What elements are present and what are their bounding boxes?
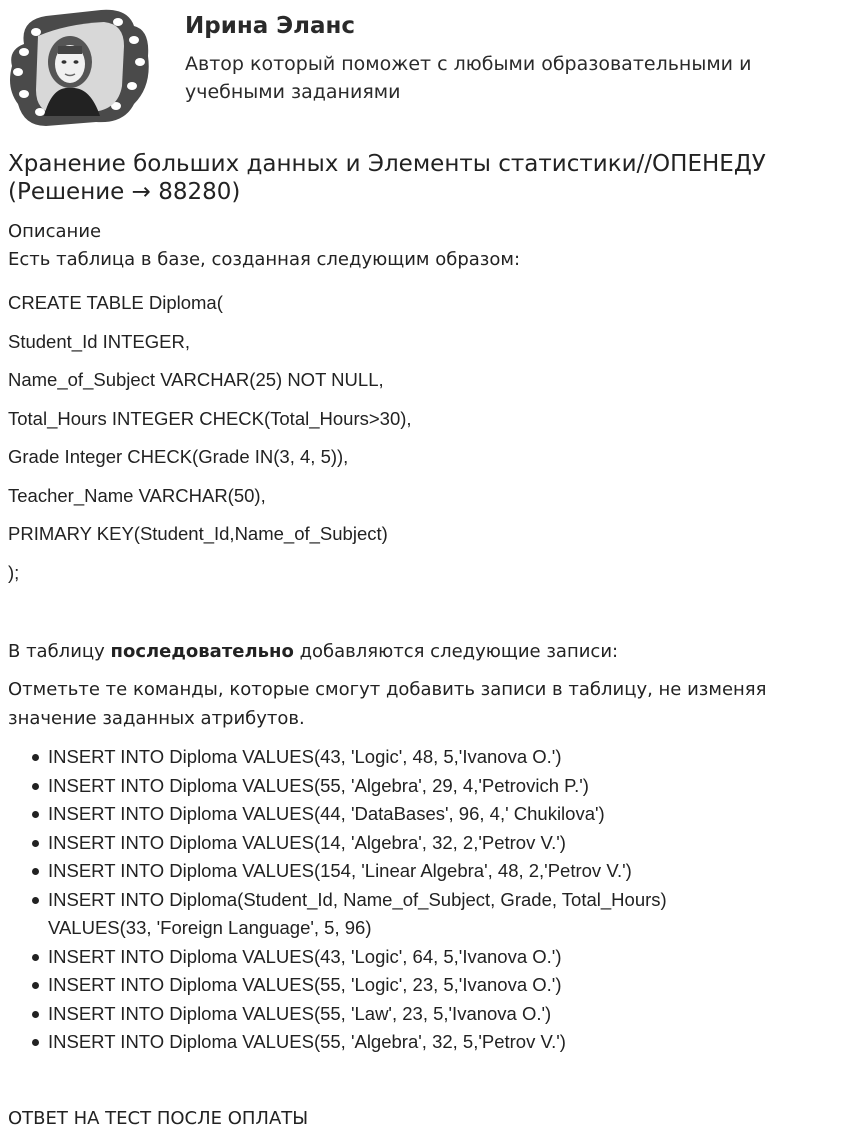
list-item: INSERT INTO Diploma VALUES(55, 'Logic', 23, 5,'Ivanova O.') bbox=[8, 971, 840, 1000]
intro-text: Есть таблица в базе, созданная следующим образом: bbox=[8, 249, 521, 270]
author-name[interactable]: Ирина Эланс bbox=[185, 13, 356, 39]
list-item: INSERT INTO Diploma(Student_Id, Name_of_Subject, Grade, Total_Hours) VALUES(33, 'Foreign Language', 5, 96) bbox=[8, 886, 840, 943]
list-item: INSERT INTO Diploma VALUES(44, 'DataBases', 96, 4,' Chukilova') bbox=[8, 800, 840, 829]
author-header bbox=[0, 0, 847, 140]
list-item: INSERT INTO Diploma VALUES(55, 'Algebra', 32, 5,'Petrov V.') bbox=[8, 1028, 840, 1057]
list-item: INSERT INTO Diploma VALUES(43, 'Logic', 64, 5,'Ivanova O.') bbox=[8, 943, 840, 972]
task-instruction: Отметьте те команды, которые смогут добавить записи в таблицу, не изменяя значение заданных атрибутов. bbox=[8, 679, 767, 729]
sql-line: Teacher_Name VARCHAR(50), bbox=[8, 484, 266, 506]
sequence-text bbox=[8, 638, 840, 666]
sequence-prefix: В таблицу bbox=[8, 641, 111, 662]
sql-line: Total_Hours INTEGER CHECK(Total_Hours>30), bbox=[8, 407, 412, 429]
insert-list bbox=[8, 743, 840, 1057]
sql-create-statement bbox=[8, 284, 840, 592]
sequence-suffix: добавляются следующие записи: bbox=[293, 641, 619, 662]
list-item: INSERT INTO Diploma VALUES(14, 'Algebra', 32, 2,'Petrov V.') bbox=[8, 829, 840, 858]
sql-line: Grade Integer CHECK(Grade IN(3, 4, 5)), bbox=[8, 446, 349, 467]
sql-line: ); bbox=[8, 561, 20, 583]
sequence-bold: последовательно bbox=[110, 641, 294, 662]
author-description: Автор который поможет с любыми образовательными и учебными заданиями bbox=[185, 53, 752, 103]
page-title: Хранение больших данных и Элементы статистики//ОПЕНЕДУ (Решение → 88280) bbox=[8, 151, 766, 205]
task-content bbox=[8, 218, 840, 1133]
author-avatar[interactable] bbox=[6, 6, 152, 128]
sql-line: PRIMARY KEY(Student_Id,Name_of_Subject) bbox=[8, 523, 388, 544]
sql-line: CREATE TABLE Diploma( bbox=[8, 292, 223, 313]
sql-line: Name_of_Subject VARCHAR(25) NOT NULL, bbox=[8, 369, 384, 390]
list-item: INSERT INTO Diploma VALUES(55, 'Algebra', 29, 4,'Petrovich P.') bbox=[8, 772, 840, 801]
answer-notice: ОТВЕТ НА ТЕСТ ПОСЛЕ ОПЛАТЫ bbox=[8, 1107, 309, 1129]
list-item: INSERT INTO Diploma VALUES(43, 'Logic', 48, 5,'Ivanova O.') bbox=[8, 743, 840, 772]
sql-line: Student_Id INTEGER, bbox=[8, 330, 191, 352]
list-item: INSERT INTO Diploma VALUES(55, 'Law', 23, 5,'Ivanova O.') bbox=[8, 1000, 840, 1029]
list-item: INSERT INTO Diploma VALUES(154, 'Linear Algebra', 48, 2,'Petrov V.') bbox=[8, 857, 840, 886]
description-label: Описание bbox=[8, 221, 102, 242]
